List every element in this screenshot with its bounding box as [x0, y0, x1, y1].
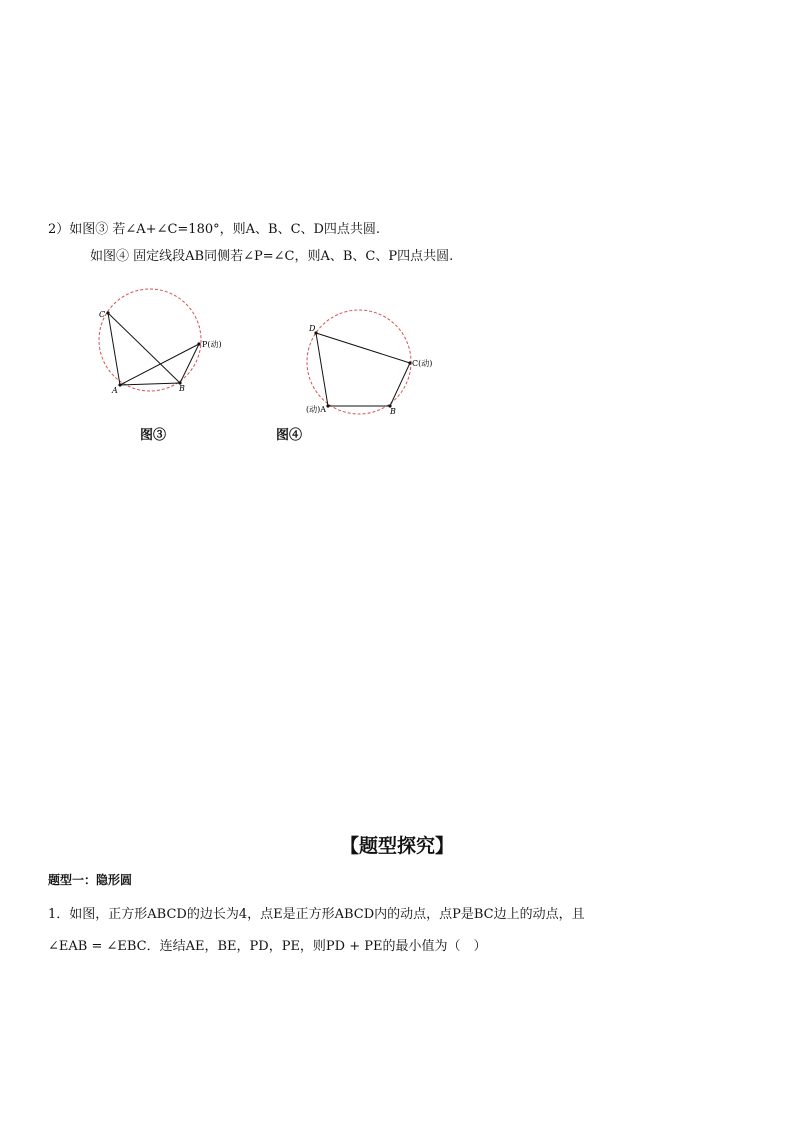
part2-line2: 如图④ 固定线段AB同侧若∠P=∠C，则A、B、C、P四点共圆. — [90, 249, 454, 264]
fig3-segment-AB — [120, 383, 180, 385]
fig3-label-C: C — [99, 310, 106, 319]
fig3-circle — [99, 289, 201, 391]
fig4-label-B: B — [390, 407, 396, 416]
figure-3-diagram — [92, 285, 232, 405]
type-heading: 题型一：隐形圆 — [48, 873, 133, 887]
fig3-label-B: B — [179, 384, 185, 393]
fig4-label-C: C(动) — [412, 359, 433, 368]
figure-4-diagram — [300, 305, 440, 420]
fig4-segment-DC — [316, 333, 410, 363]
fig4-label-D: D — [309, 324, 316, 333]
problem-1-line1: 1．如图，正方形ABCD的边长为4，点E是正方形ABCD内的动点，点P是BC边上的动点，且 — [48, 907, 585, 922]
fig3-label-P: P(动) — [202, 340, 222, 349]
problem-1-line2: ∠EAB = ∠EBC．连结AE，BE，PD，PE，则PD + PE的最小值为（ ） — [48, 939, 487, 954]
fig4-circle — [307, 310, 411, 414]
figure-4-caption: 图④ — [276, 428, 303, 443]
fig3-label-A: A — [112, 386, 118, 395]
fig3-segment-AP — [120, 344, 199, 385]
fig3-segment-BP — [180, 344, 199, 383]
figure-3-caption: 图③ — [140, 428, 167, 443]
fig4-label-A: (动)A — [306, 405, 327, 414]
fig4-segment-CB — [390, 363, 410, 406]
section-title: 【题型探究】 — [339, 835, 454, 857]
fig4-segment-AD — [316, 333, 328, 406]
part2-line1: 2）如图③ 若∠A+∠C=180°，则A、B、C、D四点共圆. — [48, 222, 381, 237]
fig3-segment-CA — [108, 313, 120, 385]
